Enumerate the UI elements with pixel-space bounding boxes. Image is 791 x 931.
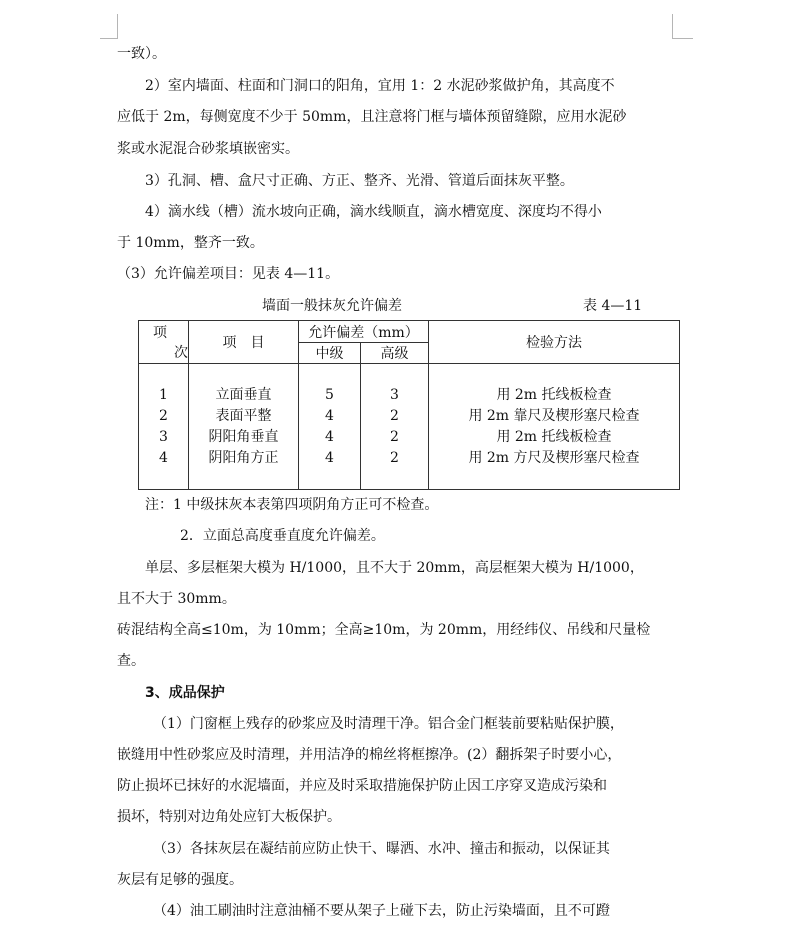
- header-grade-mid: 中级: [299, 343, 361, 364]
- row-method: 用 2m 方尺及楔形塞尺检查: [468, 449, 640, 466]
- tolerance-table: [138, 320, 680, 490]
- column-high: [361, 364, 429, 490]
- section-heading: 3、成品保护: [145, 685, 225, 701]
- row-mid: 4: [325, 407, 334, 424]
- section-line: 防止损坏已抹好的水泥墙面，并应及时采取措施保护防止因工序穿叉造成污染和: [117, 778, 607, 794]
- row-item: 立面垂直: [215, 386, 272, 403]
- note-line: 单层、多层框架大模为 H/1000，且不大于 20mm，高层框架大模为 H/1000，: [145, 560, 644, 576]
- row-index: 3: [159, 428, 168, 445]
- row-high: 2: [390, 407, 399, 424]
- section-line: （1）门窗框上残存的砂浆应及时清理干净。铝合金门框装前要粘贴保护膜，: [153, 716, 624, 732]
- header-index: [139, 321, 189, 364]
- section-line: 嵌缝用中性砂浆应及时清理，并用洁净的棉丝将框擦净。(2）翻拆架子时要小心，: [117, 747, 622, 763]
- header-index-top: 项: [153, 325, 167, 341]
- row-index: 4: [159, 449, 168, 466]
- header-method: 检验方法: [429, 321, 680, 364]
- row-high: 3: [390, 386, 399, 403]
- row-item: 阴阳角垂直: [208, 428, 279, 445]
- row-high: 2: [390, 428, 399, 445]
- note-line: 2．立面总高度垂直度允许偏差。: [180, 528, 385, 544]
- row-index: 1: [159, 386, 168, 403]
- header-item: 项 目: [189, 321, 299, 364]
- row-mid: 5: [325, 386, 334, 403]
- column-mid: [299, 364, 361, 490]
- table-title: 墙面一般抹灰允许偏差: [262, 298, 402, 314]
- paragraph-line: 于 10mm，整齐一致。: [117, 235, 264, 251]
- row-mid: 4: [325, 428, 334, 445]
- paragraph-line: 3）孔洞、槽、盒尺寸正确、方正、整齐、光滑、管道后面抹灰平整。: [145, 173, 574, 189]
- header-tolerance: 允许偏差（mm）: [299, 321, 429, 343]
- section-line: 损坏，特别对边角处应钉大板保护。: [117, 809, 341, 825]
- row-method: 用 2m 靠尺及楔形塞尺检查: [468, 407, 640, 424]
- paragraph-line: 应低于 2m，每侧宽度不少于 50mm，且注意将门框与墙体预留缝隙，应用水泥砂: [117, 109, 627, 125]
- page-corner-mark-left: [100, 14, 118, 39]
- paragraph-line: （3）允许偏差项目：见表 4—11。: [117, 266, 340, 282]
- note-line: 查。: [117, 653, 145, 669]
- section-line: （3）各抹灰层在凝结前应防止快干、曝洒、水冲、撞击和振动，以保证其: [153, 841, 610, 857]
- row-index: 2: [159, 407, 168, 424]
- header-grade-high: 高级: [361, 343, 429, 364]
- row-item: 阴阳角方正: [208, 449, 279, 466]
- section-line: 灰层有足够的强度。: [117, 872, 243, 888]
- header-index-bottom: 次: [174, 345, 188, 361]
- row-method: 用 2m 托线板检查: [496, 428, 612, 445]
- paragraph-line: 2）室内墙面、柱面和门洞口的阳角，宜用 1：2 水泥砂浆做护角，其高度不: [145, 78, 615, 94]
- paragraph-line: 4）滴水线（槽）流水坡向正确，滴水线顺直，滴水槽宽度、深度均不得小: [145, 204, 602, 220]
- row-method: 用 2m 托线板检查: [496, 386, 612, 403]
- column-item: [189, 364, 299, 490]
- paragraph-line: 浆或水泥混合砂浆填嵌密实。: [117, 141, 299, 157]
- column-index: [139, 364, 189, 490]
- column-method: [429, 364, 680, 490]
- section-line: （4）油工刷油时注意油桶不要从架子上碰下去，防止污染墙面，且不可蹬: [153, 903, 610, 919]
- note-line: 注：1 中级抹灰本表第四项阴角方正可不检查。: [145, 497, 439, 513]
- note-line: 砖混结构全高≤10m，为 10mm；全高≥10m，为 20mm，用经纬仪、吊线和尺量检: [117, 622, 651, 638]
- table-number: 表 4—11: [583, 298, 643, 314]
- row-item: 表面平整: [215, 407, 272, 424]
- row-mid: 4: [325, 449, 334, 466]
- row-high: 2: [390, 449, 399, 466]
- paragraph-line: 一致）。: [117, 46, 166, 62]
- page-corner-mark-right: [672, 14, 693, 39]
- note-line: 且不大于 30mm。: [117, 591, 236, 607]
